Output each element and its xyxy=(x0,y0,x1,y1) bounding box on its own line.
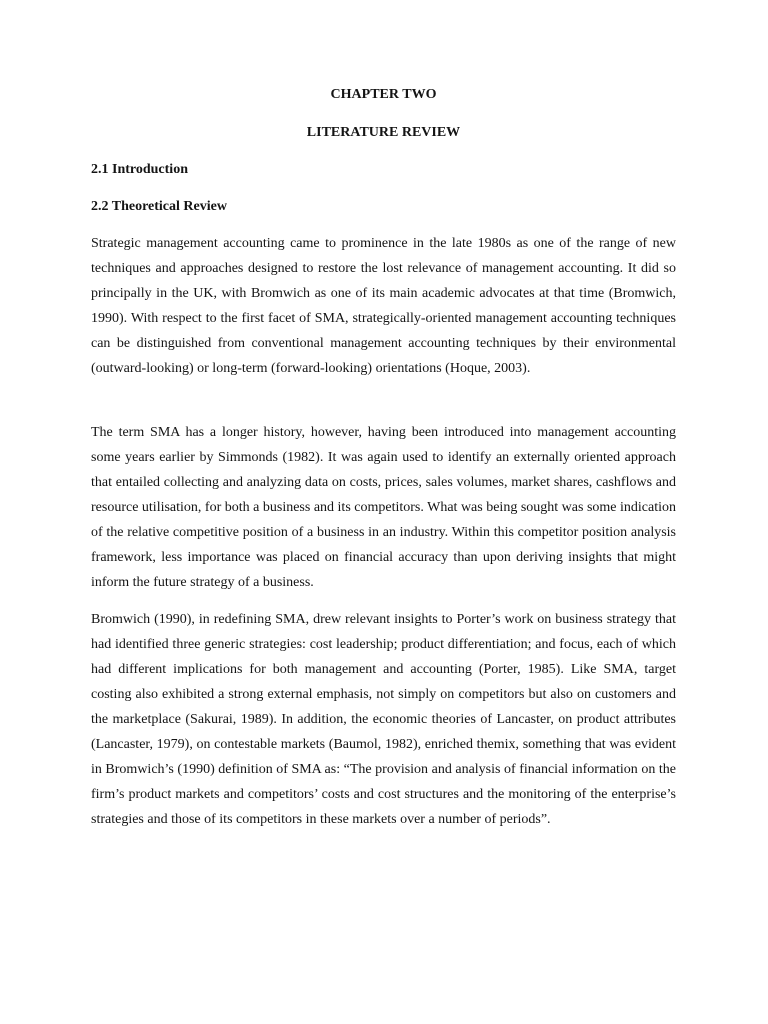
paragraph: Bromwich (1990), in redefining SMA, drew relevant insights to Porter’s work on business strategy that had identified three generic strategies: cost leadership; product differentiation; and focus, each of which had different implications for both management and accounting (Porter, 1985). Like SMA, target costing also exhibited a strong external emphasis, not simply on competitors but also on customers and the marketplace (Sakurai, 1989). In addition, the economic theories of Lancaster, on product attributes (Lancaster, 1979), on contestable markets (Baumol, 1982), enriched themix, something that was evident in Bromwich’s (1990) definition of SMA as: “The provision and analysis of financial information on the firm’s product markets and competitors’ costs and cost structures and the monitoring of the enterprise’s strategies and those of its competitors in these markets over a number of periods”. xyxy=(91,612,676,827)
paragraph: The term SMA has a longer history, however, having been introduced into management accounting some years earlier by Simmonds (1982). It was again used to identify an externally oriented approach that entailed collecting and analyzing data on costs, prices, sales volumes, market shares, cashflows and resource utilisation, for both a business and its competitors. What was being sought was some indication of the relative competitive position of a business in an industry. Within this competitor position analysis framework, less importance was placed on financial accuracy than upon deriving insights that might inform the future strategy of a business. xyxy=(91,425,676,590)
section-heading-introduction: 2.1 Introduction xyxy=(91,162,188,177)
document-page xyxy=(91,0,676,1024)
paragraph: Strategic management accounting came to prominence in the late 1980s as one of the range of new techniques and approaches designed to restore the lost relevance of management accounting. It did so principally in the UK, with Bromwich as one of its main academic advocates at that time (Bromwich, 1990). With respect to the first facet of SMA, strategically-oriented management accounting techniques can be distinguished from conventional management accounting techniques by their environmental (outward-looking) or long-term (forward-looking) orientations (Hoque, 2003). xyxy=(91,236,676,376)
section-heading-theoretical-review: 2.2 Theoretical Review xyxy=(91,199,227,214)
literature-review-title: LITERATURE REVIEW xyxy=(306,125,461,140)
chapter-title: CHAPTER TWO xyxy=(330,87,437,102)
